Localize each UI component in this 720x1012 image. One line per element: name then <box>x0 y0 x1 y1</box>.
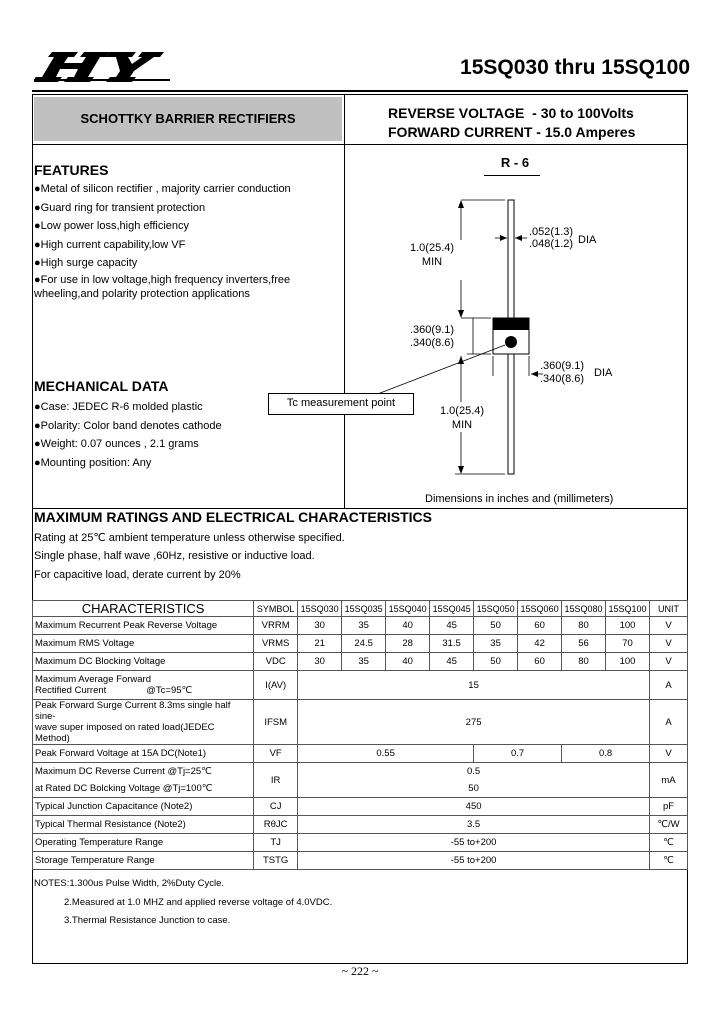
cell: 35 <box>474 635 518 653</box>
table-row <box>33 834 688 852</box>
table-row <box>33 653 688 671</box>
ratings-title: MAXIMUM RATINGS AND ELECTRICAL CHARACTERISTICS <box>34 509 432 525</box>
row-label: Maximum RMS Voltage <box>33 635 254 653</box>
table-header <box>33 601 688 617</box>
r6-package-diagram <box>345 180 685 500</box>
note-2: 2.Measured at 1.0 MHZ and applied reverse voltage of 4.0VDC. <box>64 897 333 908</box>
row-symbol: VRRM <box>254 617 298 635</box>
cell: 70 <box>606 635 650 653</box>
row-unit: A <box>650 671 688 700</box>
list-item: ●Guard ring for transient protection <box>34 201 206 214</box>
row-unit: V <box>650 617 688 635</box>
cell: 3.5 <box>298 816 650 834</box>
row-label-part: Rectified Current <box>35 685 107 696</box>
features-list <box>34 180 291 301</box>
cell: 35 <box>342 653 386 671</box>
cell: 50 <box>474 617 518 635</box>
lead-length-bottom-value: 1.0(25.4) <box>440 405 485 417</box>
list-item: ●High surge capacity <box>34 257 138 269</box>
cell: 40 <box>386 617 430 635</box>
row-label-line: Maximum Average Forward <box>35 674 151 685</box>
body-dia-min: .340(8.6) <box>540 373 585 385</box>
dia-label-1: DIA <box>578 234 597 246</box>
cell: 450 <box>298 798 650 816</box>
note-3: 3.Thermal Resistance Junction to case. <box>64 915 231 926</box>
list-item: ●Case: JEDEC R-6 molded plastic <box>34 401 203 413</box>
cell: 60 <box>518 653 562 671</box>
row-label <box>33 671 254 700</box>
row-label <box>33 700 254 745</box>
cell: 60 <box>518 617 562 635</box>
row-symbol: TSTG <box>254 852 298 870</box>
row-label <box>33 763 254 798</box>
row-label-condition: @Tc=95℃ <box>146 685 193 696</box>
cell: 28 <box>386 635 430 653</box>
note-1: NOTES:1.300us Pulse Width, 2%Duty Cycle. <box>34 878 225 889</box>
cell: 40 <box>386 653 430 671</box>
row-label: Storage Temperature Range <box>33 852 254 870</box>
ratings-line-3: For capacitive load, derate current by 20% <box>34 569 241 581</box>
lead-dia-min: .048(1.2) <box>529 238 574 250</box>
table-row <box>33 617 688 635</box>
cell-value: 0.5 <box>466 766 481 777</box>
cell-value: 50 <box>468 783 479 794</box>
cell: -55 to+200 <box>298 852 650 870</box>
table-row <box>33 700 688 745</box>
table-row <box>33 763 688 798</box>
row-unit: ℃ <box>650 852 688 870</box>
cell: 0.55 <box>298 745 474 763</box>
list-item: ●Low power loss,high efficiency <box>34 220 190 232</box>
header-col: 15SQ060 <box>518 601 562 617</box>
dia-label-2: DIA <box>594 367 613 379</box>
reverse-voltage: REVERSE VOLTAGE - 30 to 100Volts <box>388 105 634 121</box>
header-col: 15SQ035 <box>342 601 386 617</box>
row-label-line: wave super imposed on rated load(JEDEC Method) <box>35 722 215 744</box>
body-length-max: .360(9.1) <box>410 324 455 336</box>
cell: -55 to+200 <box>298 834 650 852</box>
banner-left-title: SCHOTTKY BARRIER RECTIFIERS <box>80 111 296 126</box>
header-unit: UNIT <box>650 601 688 617</box>
row-symbol: TJ <box>254 834 298 852</box>
header-col: 15SQ030 <box>298 601 342 617</box>
features-title: FEATURES <box>34 162 109 178</box>
forward-current: FORWARD CURRENT - 15.0 Amperes <box>388 124 636 140</box>
cell: 100 <box>606 653 650 671</box>
row-symbol: VRMS <box>254 635 298 653</box>
list-item: ●Polarity: Color band denotes cathode <box>34 419 222 432</box>
banner-grey <box>34 97 342 141</box>
row-unit: V <box>650 635 688 653</box>
cell: 56 <box>562 635 606 653</box>
body-diameter <box>540 360 584 386</box>
table-row <box>33 635 688 653</box>
cell: 275 <box>298 700 650 745</box>
banner-rule <box>32 144 688 145</box>
lead-length-top <box>410 241 454 269</box>
row-symbol: VF <box>254 745 298 763</box>
list-item: ●Mounting position: Any <box>34 456 152 469</box>
list-item: wheeling,and polarity protection applications <box>34 287 250 300</box>
cell: 31.5 <box>430 635 474 653</box>
ratings-line-2: Single phase, half wave ,60Hz, resistive or inductive load. <box>34 550 315 562</box>
row-label-line <box>35 685 251 696</box>
row-label: Maximum DC Blocking Voltage <box>33 653 254 671</box>
lead-diameter <box>529 226 573 250</box>
page-number: ~ 222 ~ <box>341 964 379 978</box>
row-label-line: Maximum DC Reverse Current @Tj=25℃ <box>35 766 212 777</box>
row-symbol: RθJC <box>254 816 298 834</box>
ratings-line-1: Rating at 25℃ ambient temperature unless otherwise specified. <box>34 532 345 544</box>
cell <box>298 763 650 798</box>
characteristics-table <box>32 600 688 870</box>
body-dia-max: .360(9.1) <box>540 360 585 372</box>
row-symbol: VDC <box>254 653 298 671</box>
header-symbol: SYMBOL <box>254 601 298 617</box>
lead-length-bottom <box>440 404 484 432</box>
row-label: Peak Forward Voltage at 15A DC(Note1) <box>33 745 254 763</box>
header-characteristics: CHARACTERISTICS <box>33 601 254 617</box>
row-unit: ℃ <box>650 834 688 852</box>
row-symbol: I(AV) <box>254 671 298 700</box>
cell: 21 <box>298 635 342 653</box>
header-col: 15SQ050 <box>474 601 518 617</box>
mechanical-title: MECHANICAL DATA <box>34 378 169 394</box>
row-symbol: IFSM <box>254 700 298 745</box>
row-unit: ℃/W <box>650 816 688 834</box>
row-symbol: CJ <box>254 798 298 816</box>
table-row <box>33 798 688 816</box>
cell: 24.5 <box>342 635 386 653</box>
mechanical-list <box>34 398 222 472</box>
cell: 45 <box>430 653 474 671</box>
dimensions-note: Dimensions in inches and (millimeters) <box>425 493 614 505</box>
row-unit: V <box>650 745 688 763</box>
lead-length-bottom-min: MIN <box>451 419 473 431</box>
cell: 80 <box>562 617 606 635</box>
hy-logo <box>34 48 174 84</box>
table-row <box>33 745 688 763</box>
cell: 50 <box>474 653 518 671</box>
lead-length-top-value: 1.0(25.4) <box>410 242 455 254</box>
lead-length-top-min: MIN <box>421 256 443 268</box>
cell: 15 <box>298 671 650 700</box>
list-item: ●Metal of silicon rectifier , majority carrier conduction <box>34 183 291 195</box>
row-label-line: at Rated DC Bolcking Voltage @Tj=100℃ <box>35 783 213 794</box>
row-unit: mA <box>650 763 688 798</box>
cell: 0.7 <box>474 745 562 763</box>
cell: 35 <box>342 617 386 635</box>
row-symbol: IR <box>254 763 298 798</box>
voltage-current-ratings <box>388 104 635 142</box>
header-col: 15SQ040 <box>386 601 430 617</box>
part-number-title: 15SQ030 thru 15SQ100 <box>460 56 690 79</box>
package-underline <box>484 175 540 176</box>
header-col: 15SQ080 <box>562 601 606 617</box>
cell: 42 <box>518 635 562 653</box>
cell: 30 <box>298 653 342 671</box>
row-unit: pF <box>650 798 688 816</box>
table-row <box>33 671 688 700</box>
table-row <box>33 852 688 870</box>
list-item: ●For use in low voltage,high frequency inverters,free <box>34 273 291 286</box>
row-label: Maximum Recurrent Peak Reverse Voltage <box>33 617 254 635</box>
tc-measurement-label: Tc measurement point <box>268 393 414 415</box>
body-length-min: .340(8.6) <box>410 337 455 349</box>
table-row <box>33 816 688 834</box>
cell: 100 <box>606 617 650 635</box>
header-col: 15SQ100 <box>606 601 650 617</box>
lead-dia-max: .052(1.3) <box>529 226 574 238</box>
list-item: ●High current capability,low VF <box>34 238 186 251</box>
header-col: 15SQ045 <box>430 601 474 617</box>
cell: 45 <box>430 617 474 635</box>
row-unit: V <box>650 653 688 671</box>
row-label: Operating Temperature Range <box>33 834 254 852</box>
row-label: Typical Thermal Resistance (Note2) <box>33 816 254 834</box>
row-label: Typical Junction Capacitance (Note2) <box>33 798 254 816</box>
cell: 30 <box>298 617 342 635</box>
cell: 80 <box>562 653 606 671</box>
top-rule <box>32 90 688 92</box>
row-label-line: Peak Forward Surge Current 8.3ms single half sine- <box>35 700 231 722</box>
cell: 0.8 <box>562 745 650 763</box>
package-label: R - 6 <box>500 155 530 170</box>
row-unit: A <box>650 700 688 745</box>
body-length <box>410 324 454 350</box>
list-item: ●Weight: 0.07 ounces , 2.1 grams <box>34 438 199 450</box>
